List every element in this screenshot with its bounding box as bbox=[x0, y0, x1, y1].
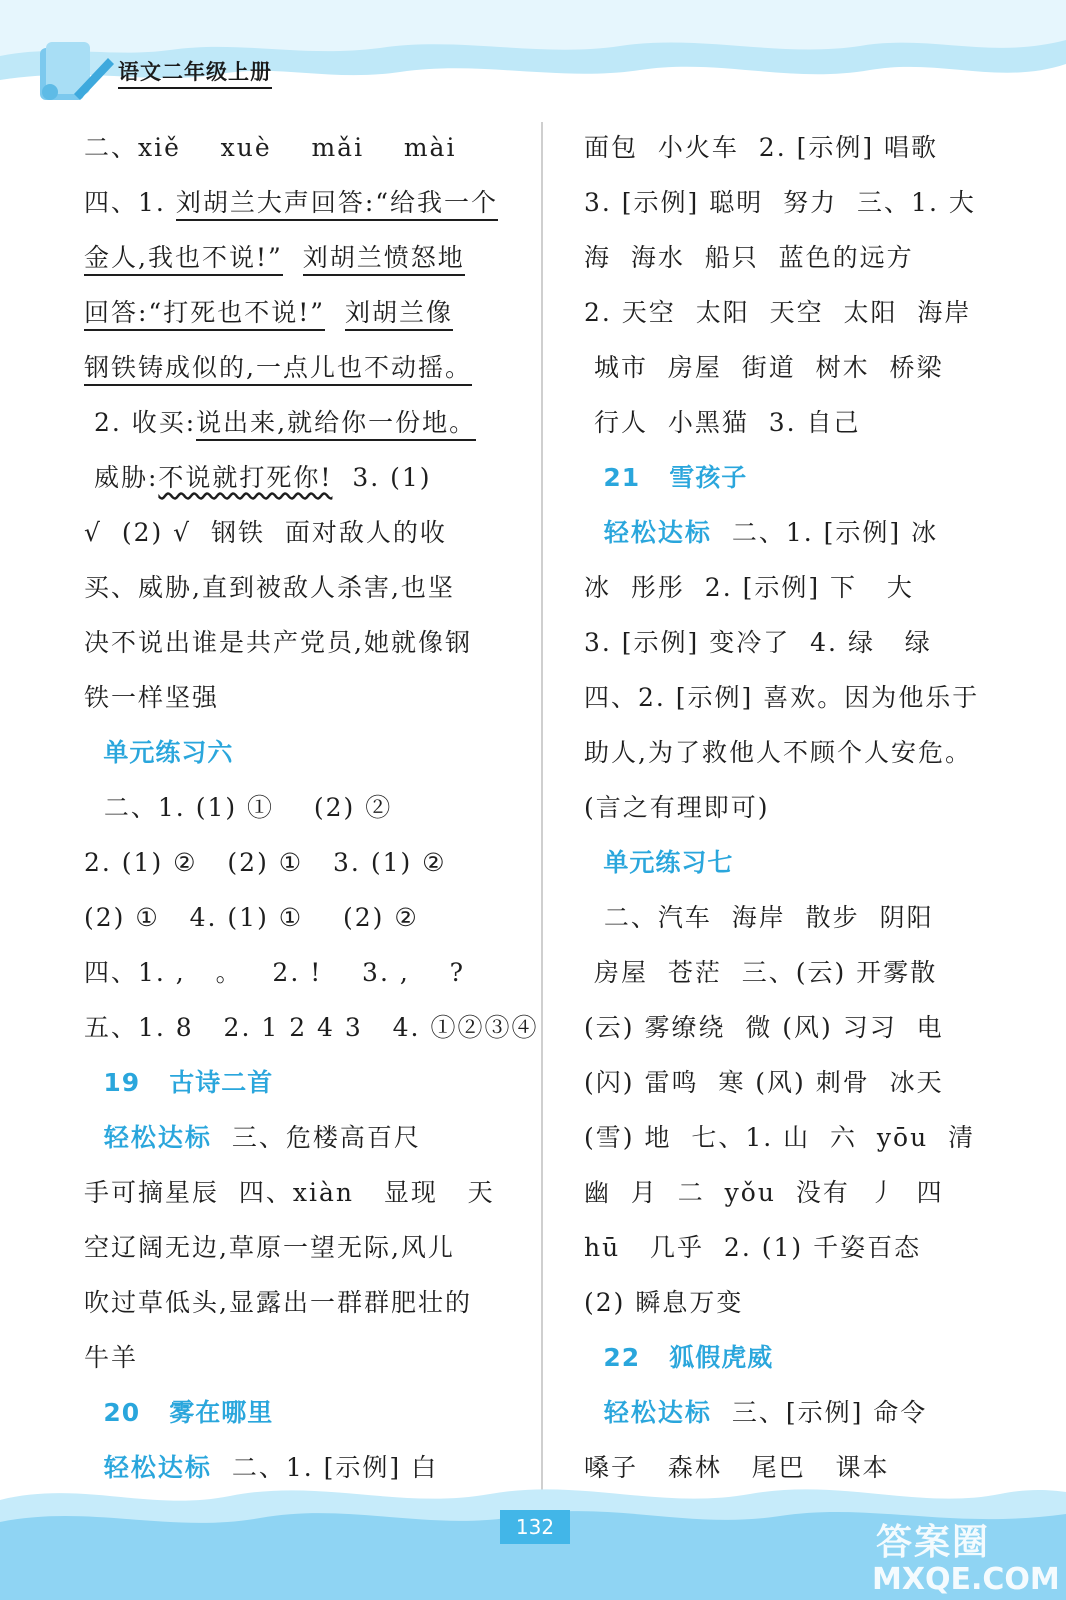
answer-line bbox=[84, 615, 472, 671]
answer-text: 四、2. [示例] 喜欢。因为他乐于 bbox=[584, 683, 980, 712]
answer-line bbox=[84, 1220, 455, 1276]
answer-line bbox=[584, 835, 733, 891]
answer-line bbox=[84, 395, 476, 451]
answer-text: 五、1. 8 2. 1 2 4 3 4. ①②③④ bbox=[84, 1013, 539, 1042]
answer-text: 手可摘星辰 四、xiàn 显现 天 bbox=[84, 1178, 495, 1207]
answer-line bbox=[84, 1330, 138, 1386]
answer-line bbox=[84, 175, 498, 231]
answer-line bbox=[84, 230, 465, 286]
answer-text: 二、1. (1) ① (2) ② bbox=[84, 793, 393, 822]
answer-text: 幽 月 二 yǒu 没有 丿 四 bbox=[584, 1178, 944, 1207]
answer-text: 牛羊 bbox=[84, 1343, 139, 1372]
answer-text bbox=[283, 243, 303, 272]
answer-text: 2. 收买: bbox=[84, 408, 197, 437]
answer-text: 空辽阔无边,草原一望无际,风儿 bbox=[84, 1233, 455, 1262]
underlined-answer: 刘胡兰像 bbox=[345, 298, 453, 331]
answer-text: 二、xiě xuè mǎi mài bbox=[84, 133, 457, 162]
page-number: 132 bbox=[500, 1510, 570, 1544]
answer-text: 海 海水 船只 蓝色的远方 bbox=[584, 243, 914, 272]
answer-text: 行人 小黑猫 3. 自己 bbox=[584, 408, 861, 437]
answer-text: 二、1. [示例] 白 bbox=[211, 1453, 439, 1482]
answer-line bbox=[584, 1055, 944, 1111]
underlined-answer: 回答:“打死也不说!” bbox=[84, 298, 325, 331]
scroll-logo-icon bbox=[30, 32, 116, 110]
answer-text: √ (2) √ 钢铁 面对敌人的收 bbox=[84, 518, 447, 547]
section-label: 轻松达标 bbox=[103, 1453, 212, 1482]
section-heading: 单元练习七 bbox=[584, 848, 734, 877]
answer-line bbox=[584, 670, 979, 726]
answer-line bbox=[584, 1110, 975, 1166]
answer-text: 买、威胁,直到被敌人杀害,也坚 bbox=[84, 573, 455, 602]
answer-text: 四、1. , 。 2. ! 3. , ? bbox=[84, 958, 465, 987]
answer-line bbox=[584, 1165, 944, 1221]
answer-text bbox=[325, 298, 345, 327]
answer-text: 城市 房屋 街道 树木 桥梁 bbox=[584, 353, 944, 382]
answer-line bbox=[584, 120, 938, 176]
answer-line bbox=[584, 1330, 773, 1386]
answer-line bbox=[84, 285, 453, 341]
answer-line bbox=[584, 1385, 927, 1441]
answer-text: (言之有理即可) bbox=[584, 793, 770, 822]
answer-line bbox=[584, 505, 938, 561]
answer-line bbox=[584, 450, 747, 506]
answer-text: 三、危楼高百尺 bbox=[211, 1123, 421, 1152]
section-heading: 20 雾在哪里 bbox=[84, 1398, 274, 1427]
watermark-url: MXQE.COM bbox=[872, 1562, 1060, 1597]
answer-text: (闪) 雷鸣 寒 (风) 刺骨 冰天 bbox=[584, 1068, 944, 1097]
answer-line bbox=[84, 1055, 273, 1111]
answer-line bbox=[84, 835, 447, 891]
answer-line bbox=[84, 780, 392, 836]
answer-line bbox=[84, 340, 472, 396]
answer-line bbox=[584, 175, 976, 231]
answer-line bbox=[84, 1275, 472, 1331]
answer-text: (雪) 地 七、1. 山 六 yōu 清 bbox=[584, 1123, 976, 1152]
answer-line bbox=[584, 340, 944, 396]
answer-line bbox=[84, 1110, 421, 1166]
underlined-answer: 说出来,就给你一份地。 bbox=[196, 408, 476, 441]
answer-line bbox=[84, 505, 447, 561]
watermark-title: 答案圈 bbox=[876, 1522, 991, 1563]
answer-text: 面包 小火车 2. [示例] 唱歌 bbox=[584, 133, 939, 162]
answer-line bbox=[584, 230, 914, 286]
answer-text: 冰 彤彤 2. [示例] 下 大 bbox=[584, 573, 914, 602]
underlined-answer: 刘胡兰愤怒地 bbox=[303, 243, 465, 276]
answer-line bbox=[584, 945, 937, 1001]
answer-text bbox=[584, 1398, 604, 1427]
answer-line bbox=[584, 780, 770, 836]
answer-text bbox=[584, 518, 604, 547]
answer-text: (2) 瞬息万变 bbox=[584, 1288, 744, 1317]
answer-line bbox=[584, 1000, 944, 1056]
answer-line bbox=[584, 725, 972, 781]
answer-line bbox=[84, 1385, 273, 1441]
answer-text: 房屋 苍茫 三、(云) 开雾散 bbox=[584, 958, 938, 987]
answer-text: 四、1. bbox=[84, 188, 176, 217]
answer-line bbox=[584, 890, 934, 946]
watermark-logo bbox=[870, 1514, 1060, 1597]
section-heading: 22 狐假虎威 bbox=[584, 1343, 774, 1372]
answer-text: 2. 天空 太阳 天空 太阳 海岸 bbox=[584, 298, 972, 327]
section-label: 轻松达标 bbox=[103, 1123, 212, 1152]
section-label: 轻松达标 bbox=[603, 518, 712, 547]
underlined-answer: 刘胡兰大声回答:“给我一个 bbox=[176, 188, 498, 221]
underlined-answer: 钢铁铸成似的,一点儿也不动摇。 bbox=[84, 353, 472, 386]
answer-line bbox=[584, 1220, 921, 1276]
answer-text: 2. (1) ② (2) ① 3. (1) ② bbox=[84, 848, 447, 877]
answer-line bbox=[584, 560, 914, 616]
answer-text: 助人,为了救他人不顾个人安危。 bbox=[584, 738, 972, 767]
answer-line bbox=[84, 1165, 495, 1221]
answer-line bbox=[584, 615, 932, 671]
column-divider bbox=[541, 122, 543, 1494]
wavy-underlined-answer: 不说就打死你! bbox=[158, 463, 333, 492]
answer-text: 铁一样坚强 bbox=[84, 683, 220, 712]
answer-text: 威胁: bbox=[84, 463, 159, 492]
answer-line bbox=[584, 1275, 743, 1331]
answer-text: (云) 雾缭绕 微 (风) 习习 电 bbox=[584, 1013, 944, 1042]
answer-text: 决不说出谁是共产党员,她就像钢 bbox=[84, 628, 472, 657]
answer-line bbox=[84, 670, 219, 726]
answer-text: 3. (1) bbox=[332, 463, 432, 492]
answer-text: 吹过草低头,显露出一群群肥壮的 bbox=[84, 1288, 472, 1317]
answer-line bbox=[84, 560, 455, 616]
answer-line bbox=[84, 1000, 538, 1056]
answer-line bbox=[584, 285, 971, 341]
answer-line bbox=[84, 945, 465, 1001]
answer-text: 二、汽车 海岸 散步 阴阳 bbox=[584, 903, 934, 932]
answer-text: hū 几乎 2. (1) 千姿百态 bbox=[584, 1233, 922, 1262]
answer-line bbox=[84, 450, 432, 506]
section-heading: 单元练习六 bbox=[84, 738, 234, 767]
answer-text: 二、1. [示例] 冰 bbox=[711, 518, 939, 547]
answer-text: 3. [示例] 变冷了 4. 绿 绿 bbox=[584, 628, 932, 657]
section-label: 轻松达标 bbox=[603, 1398, 712, 1427]
answer-text: (2) ① 4. (1) ① (2) ② bbox=[84, 903, 419, 932]
answer-line bbox=[84, 890, 419, 946]
answer-line bbox=[84, 725, 233, 781]
section-heading: 21 雪孩子 bbox=[584, 463, 748, 492]
underlined-answer: 金人,我也不说!” bbox=[84, 243, 283, 276]
answer-text bbox=[84, 1123, 104, 1152]
answer-text: 嗓子 森林 尾巴 课本 bbox=[584, 1453, 890, 1482]
answer-line bbox=[84, 120, 456, 176]
answer-text: 3. [示例] 聪明 努力 三、1. 大 bbox=[584, 188, 976, 217]
book-title: 语文二年级上册 bbox=[118, 56, 272, 89]
section-heading: 19 古诗二首 bbox=[84, 1068, 274, 1097]
answer-text: 三、[示例] 命令 bbox=[711, 1398, 928, 1427]
answer-line bbox=[584, 395, 861, 451]
